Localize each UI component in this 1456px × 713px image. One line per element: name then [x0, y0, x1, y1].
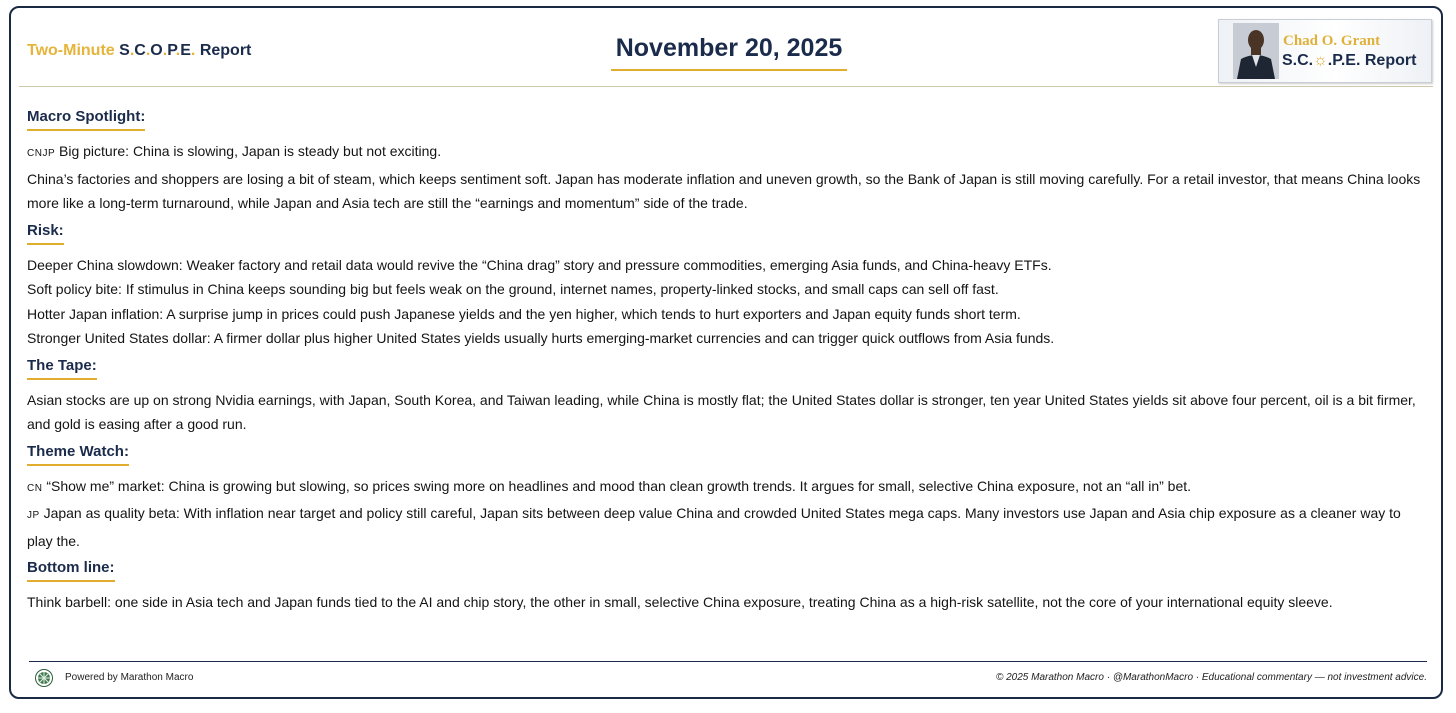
bottom-line-section	[27, 559, 1427, 615]
footer-divider	[29, 661, 1427, 662]
bottom-line-text: Think barbell: one side in Asia tech and Japan funds tied to the AI and chip story, the other in small, selective China exposure, treating China as a high-risk satellite, not the core of your international equity sleeve.	[27, 594, 1333, 610]
theme-item-china: CN “Show me” market: China is growing but slowing, so prices swing more on headlines and mood than clean growth trends. It argues for small, selective China exposure, not an “all in” bet.	[27, 477, 1192, 494]
brand-scope: S.C.O.P.E.	[119, 42, 196, 59]
flag-jp-icon: JP	[27, 510, 40, 521]
bottom-line-heading: Bottom line:	[27, 559, 115, 582]
header-divider	[19, 86, 1433, 87]
flag-cn-icon: CN	[27, 482, 43, 494]
logo-report-title: S.C.☼.P.E. Report	[1282, 52, 1417, 69]
brand-title	[27, 42, 251, 60]
report-card	[9, 6, 1443, 699]
macro-line-1: CNJP Big picture: China is slowing, Japan is steady but not exciting.	[27, 143, 442, 159]
author-logo	[1218, 19, 1432, 83]
macro-spotlight-heading: Macro Spotlight:	[27, 108, 145, 131]
brand-prefix: Two-Minute	[27, 42, 115, 59]
theme-watch-heading: Theme Watch:	[27, 443, 129, 466]
risk-section	[27, 222, 1427, 351]
powered-by: Powered by Marathon Macro	[65, 672, 194, 683]
report-header	[11, 8, 1441, 88]
risk-item: Hotter Japan inflation: A surprise jump in prices could push Japanese yields and the yen higher, which tends to hurt exporters and Japan equity funds short term.	[27, 305, 1021, 322]
risk-item: Deeper China slowdown: Weaker factory and retail data would revive the “China drag” story and pressure commodities, emerging Asia funds, and China-heavy ETFs.	[27, 256, 1052, 273]
macro-line-2: China’s factories and shoppers are losing a bit of steam, which keeps sentiment soft. Japan has moderate inflation and uneven growth, so the Bank of Japan is still moving carefully. For a retail investor, that means China looks more like a long-term turnaround, while Japan and Asia tech are still the “earnings and momentum” side of the trade.	[27, 170, 1421, 211]
report-date: November 20, 2025	[611, 34, 847, 71]
sun-icon: ☼	[1313, 52, 1328, 69]
tape-heading: The Tape:	[27, 357, 97, 380]
flag-cn-jp-icon: CNJP	[27, 148, 56, 159]
footer-disclaimer: © 2025 Marathon Macro · @MarathonMacro · Educational commentary — not investment advice.	[995, 672, 1427, 683]
risk-item: Soft policy bite: If stimulus in China keeps sounding big but feels weak on the ground, internet names, property-linked stocks, and small caps can sell off fast.	[27, 281, 999, 297]
risk-heading: Risk:	[27, 222, 64, 245]
macro-spotlight-section	[27, 108, 1427, 216]
author-photo-icon	[1233, 23, 1279, 79]
tape-section	[27, 357, 1427, 437]
risk-item: Stronger United States dollar: A firmer dollar plus higher United States yields usually hurts emerging-market currencies and can trigger quick outflows from Asia funds.	[27, 330, 1055, 346]
theme-item-japan: JP Japan as quality beta: With inflation near target and policy still careful, Japan sits between deep value China and crowded United States mega caps. Many investors use Japan and Asia chip exposure as a cleaner way to play the.	[27, 505, 1401, 549]
tape-text: Asian stocks are up on strong Nvidia earnings, with Japan, South Korea, and Taiwan leading, while China is mostly flat; the United States dollar is stronger, ten year United States yields sit above four percent, oil is a bit firmer, and gold is easing after a good run.	[27, 391, 1416, 432]
marathon-macro-logo-icon	[35, 669, 53, 687]
theme-watch-section	[27, 443, 1427, 554]
brand-suffix: Report	[199, 42, 252, 59]
report-content	[27, 108, 1427, 615]
author-name: Chad O. Grant	[1283, 33, 1381, 49]
